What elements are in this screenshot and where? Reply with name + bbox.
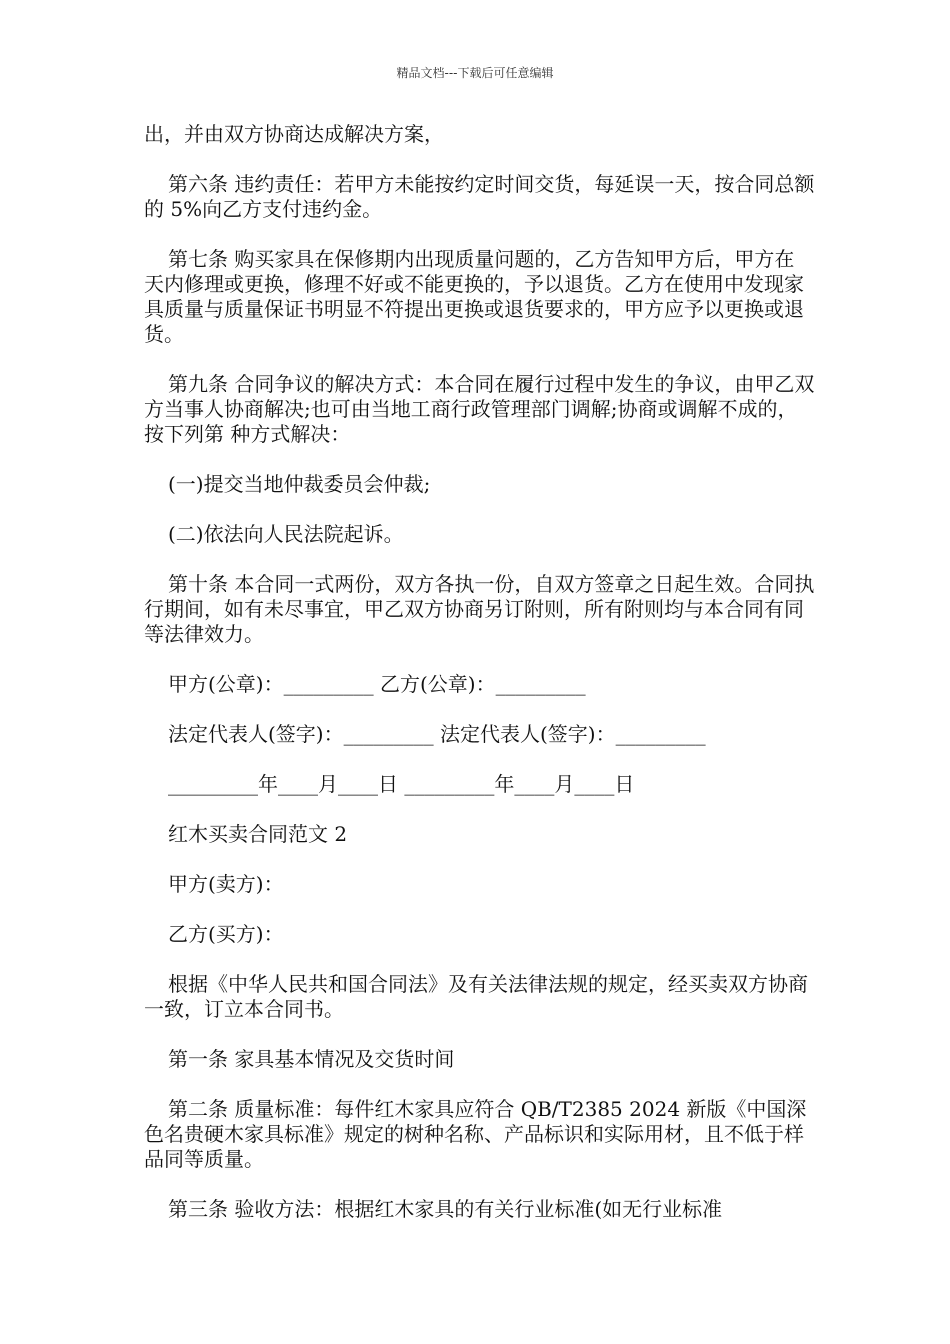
- representative-signature-row: 法定代表人(签字)：_________ 法定代表人(签字)：_________: [168, 722, 706, 746]
- date-signature-row: _________年____月____日 _________年____月____日: [168, 772, 635, 796]
- paragraph-continuation: 出，并由双方协商达成解决方案，: [144, 122, 444, 146]
- article-10-effectiveness: 第十条 本合同一式两份，双方各执一份，自双方签章之日起生效。合同执行期间，如有未尽事宜，甲乙双方协商另订附则，所有附则均与本合同有同等法律效力。: [144, 572, 815, 646]
- article-7-warranty: 第七条 购买家具在保修期内出现质量问题的，乙方告知甲方后，甲方在 天内修理或更换，修理不好或不能更换的，予以退货。乙方在使用中发现家具质量与质量保证书明显不符提出更换或退货要求的，甲方应予以更换或退货。: [144, 247, 804, 346]
- document-body: [144, 122, 816, 1247]
- second-contract-article-3: 第三条 验收方法：根据红木家具的有关行业标准(如无行业标准: [168, 1197, 723, 1221]
- second-contract-article-1: 第一条 家具基本情况及交货时间: [168, 1047, 455, 1071]
- page-header: 精品文档---下载后可任意编辑: [396, 66, 554, 80]
- party-b-buyer: 乙方(买方)：: [168, 922, 284, 946]
- dispute-option-arbitration: (一)提交当地仲裁委员会仲裁;: [168, 472, 431, 496]
- seal-signature-row: 甲方(公章)：_________ 乙方(公章)：_________: [168, 672, 586, 696]
- second-contract-preamble: 根据《中华人民共和国合同法》及有关法律法规的规定，经买卖双方协商一致，订立本合同书。: [144, 972, 808, 1021]
- second-contract-article-2: 第二条 质量标准：每件红木家具应符合 QB/T2385 2024 新版《中国深色名贵硬木家具标准》规定的树种名称、产品标识和实际用材，且不低于样品同等质量。: [144, 1097, 807, 1171]
- second-contract-title: 红木买卖合同范文 2: [168, 822, 348, 846]
- dispute-option-litigation: (二)依法向人民法院起诉。: [168, 522, 404, 546]
- article-6-breach-liability: 第六条 违约责任：若甲方未能按约定时间交货，每延误一天，按合同总额的 5%向乙方支付违约金。: [144, 172, 815, 221]
- party-a-seller: 甲方(卖方)：: [168, 872, 284, 896]
- article-9-dispute-resolution: 第九条 合同争议的解决方式：本合同在履行过程中发生的争议，由甲乙双方当事人协商解决;也可由当地工商行政管理部门调解;协商或调解不成的，按下列第 种方式解决：: [144, 372, 815, 446]
